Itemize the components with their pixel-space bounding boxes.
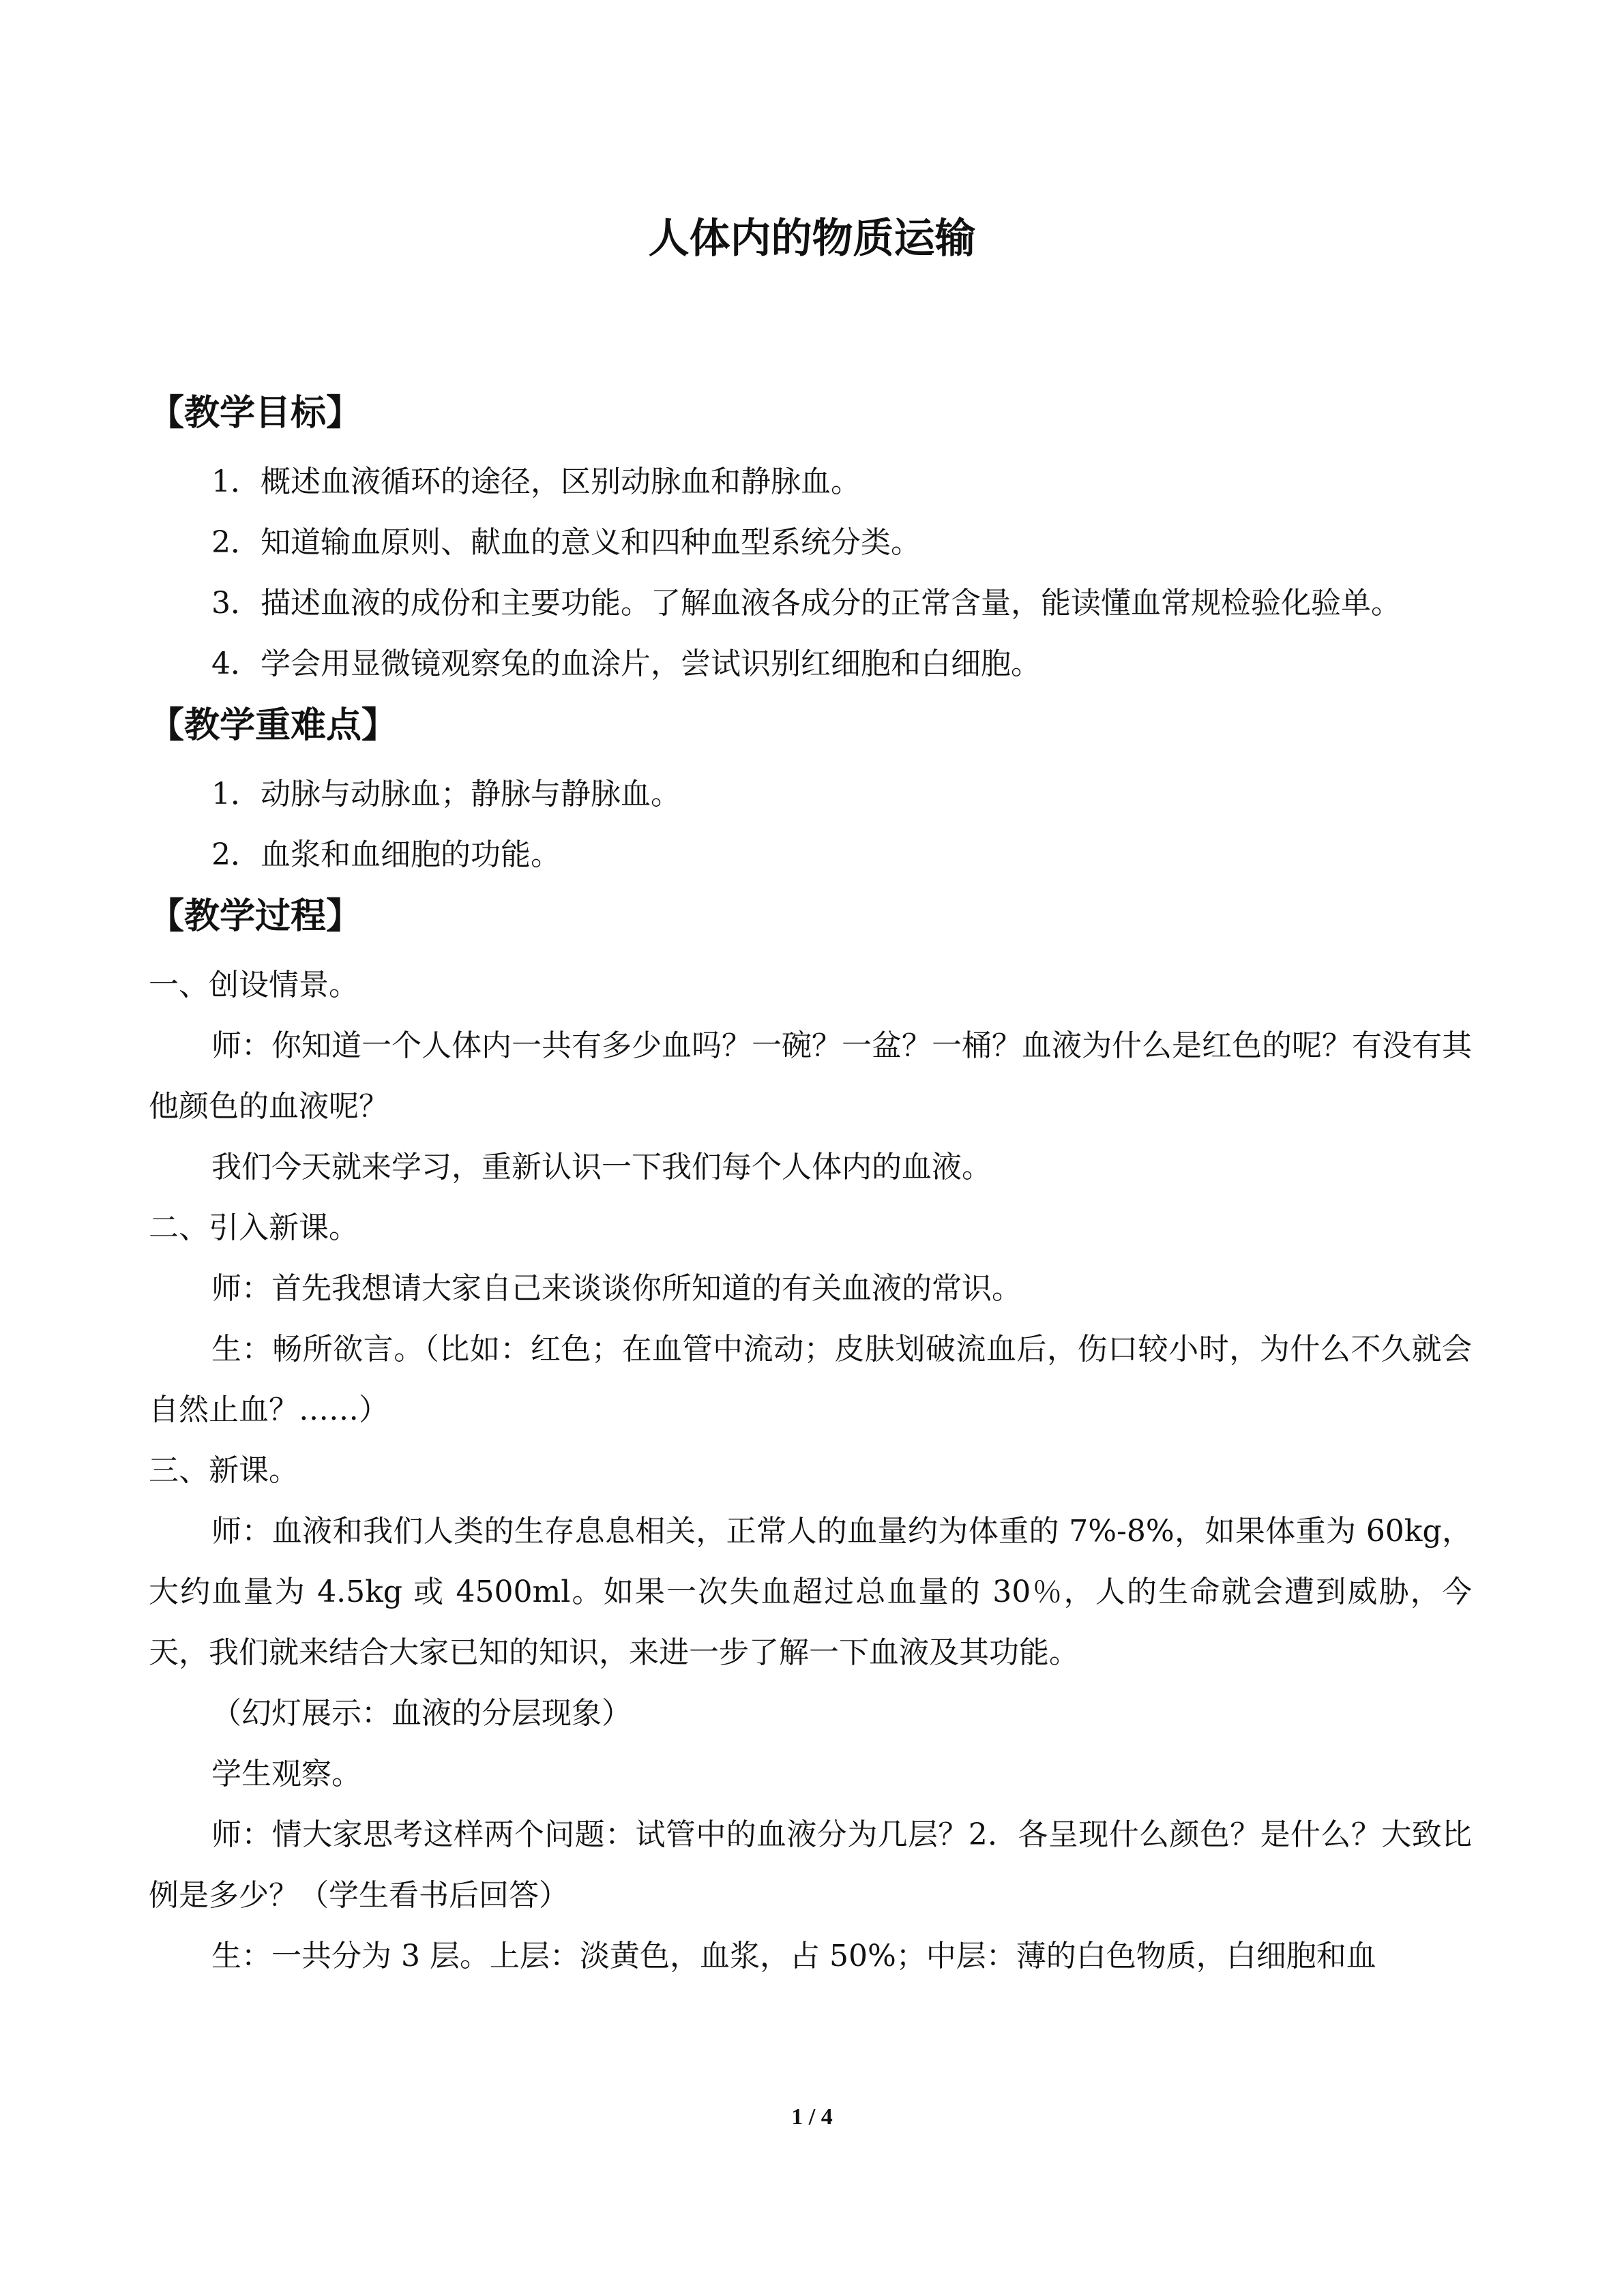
paragraph: 我们今天就来学习，重新认识一下我们每个人体内的血液。 [211, 1150, 992, 1184]
section-heading-objectives: 【教学目标】 [149, 393, 362, 434]
paragraph: 2．知道输血原则、献血的意义和四种血型系统分类。 [211, 525, 921, 560]
page-number: 1 / 4 [791, 2104, 833, 2130]
document-title: 人体内的物质运输 [648, 215, 976, 263]
paragraph: 师：血液和我们人类的生存息息相关，正常人的血量约为体重的 7%-8%，如果体重为 60kg，大约血量为 4.5kg 或 4500ml。如果一次失血超过总血量的 30％，人的生命就会遭到威胁，今天，我们就来结合大家已知的知识，来进一步了解一下血液及其功能。 [149, 1514, 1472, 1670]
subsection-heading: 一、创设情景。 [149, 968, 359, 1002]
paragraph: 学生观察。 [211, 1757, 361, 1791]
paragraph: 1．概述血液循环的途径，区别动脉血和静脉血。 [211, 464, 861, 499]
paragraph: 生：畅所欲言。（比如：红色；在血管中流动；皮肤划破流血后，伤口较小时，为什么不久就会自然止血？……） [149, 1332, 1472, 1427]
paragraph: 3．描述血液的成份和主要功能。了解血液各成分的正常含量，能读懂血常规检验化验单。 [211, 586, 1401, 621]
subsection-heading: 三、新课。 [149, 1453, 299, 1488]
document-body [149, 382, 1472, 1986]
paragraph: 1．动脉与动脉血；静脉与静脉血。 [211, 777, 681, 811]
paragraph: （幻灯展示：血液的分层现象） [211, 1696, 632, 1731]
paragraph: 师：情大家思考这样两个问题：试管中的血液分为几层？2．各呈现什么颜色？是什么？大致比例是多少？（学生看书后回答） [149, 1817, 1472, 1913]
paragraph: 师：首先我想请大家自己来谈谈你所知道的有关血液的常识。 [211, 1271, 1022, 1306]
section-heading-key-points: 【教学重难点】 [149, 705, 398, 746]
paragraph: 2．血浆和血细胞的功能。 [211, 837, 561, 872]
paragraph: 生：一共分为 3 层。上层：淡黄色，血浆，占 50%；中层：薄的白色物质，白细胞和血 [211, 1939, 1376, 1973]
paragraph: 师：你知道一个人体内一共有多少血吗？一碗？一盆？一桶？血液为什么是红色的呢？有没有其他颜色的血液呢？ [149, 1028, 1472, 1124]
section-heading-process: 【教学过程】 [149, 896, 362, 937]
subsection-heading: 二、引入新课。 [149, 1210, 359, 1245]
paragraph: 4．学会用显微镜观察兔的血涂片，尝试识别红细胞和白细胞。 [211, 646, 1041, 681]
